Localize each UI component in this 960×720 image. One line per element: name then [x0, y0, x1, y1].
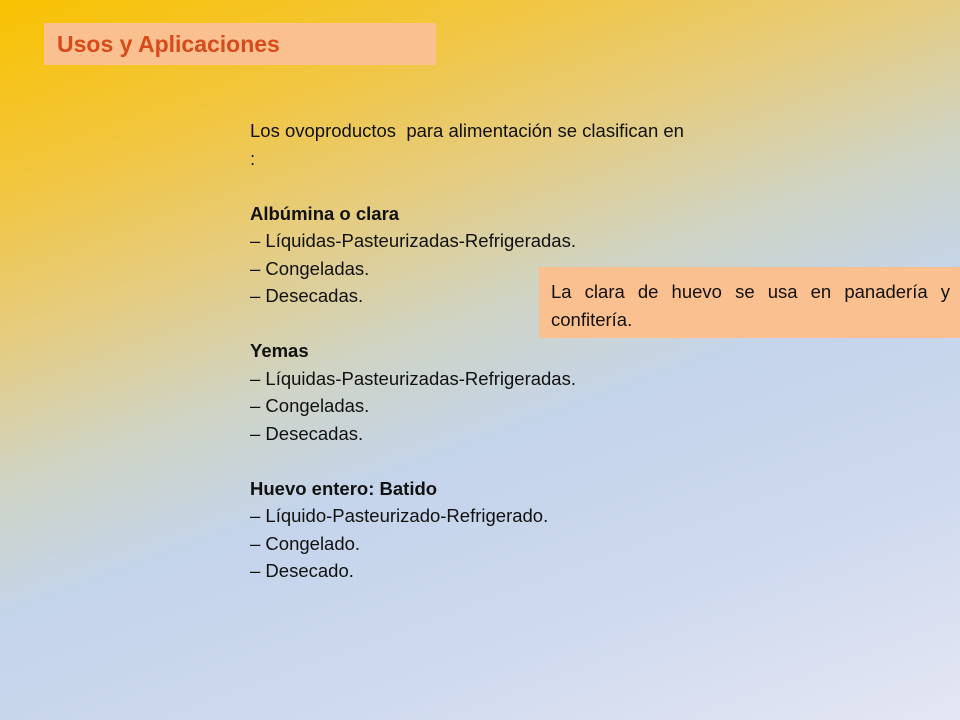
spacer [250, 172, 790, 200]
list-item: – Desecadas. [250, 285, 364, 306]
intro-line-1: Los ovoproductos para alimentación se clasifican en [250, 120, 684, 141]
list-item: – Desecado. [250, 560, 354, 581]
list-item: – Líquido-Pasteurizado-Refrigerado. [250, 505, 549, 526]
title-box [44, 23, 436, 65]
slide-title: Usos y Aplicaciones [57, 30, 280, 57]
list-item: – Líquidas-Pasteurizadas-Refrigeradas. [250, 230, 576, 251]
spacer [250, 447, 790, 475]
intro-line-2: : [250, 147, 256, 169]
list-item: – Congeladas. [250, 257, 370, 279]
content-body [250, 117, 790, 585]
note-text: La clara de huevo se usa en panadería y confitería. [551, 281, 950, 330]
section-heading-albumina: Albúmina o clara [250, 202, 400, 224]
list-item: – Desecadas. [250, 422, 364, 444]
section-heading-yemas: Yemas [250, 340, 309, 361]
note-callout [539, 267, 960, 338]
list-item: – Congeladas. [250, 395, 370, 416]
list-item: – Congelado. [250, 532, 361, 554]
list-item: – Líquidas-Pasteurizadas-Refrigeradas. [250, 367, 576, 389]
section-heading-huevo-entero: Huevo entero: Batido [250, 477, 438, 499]
